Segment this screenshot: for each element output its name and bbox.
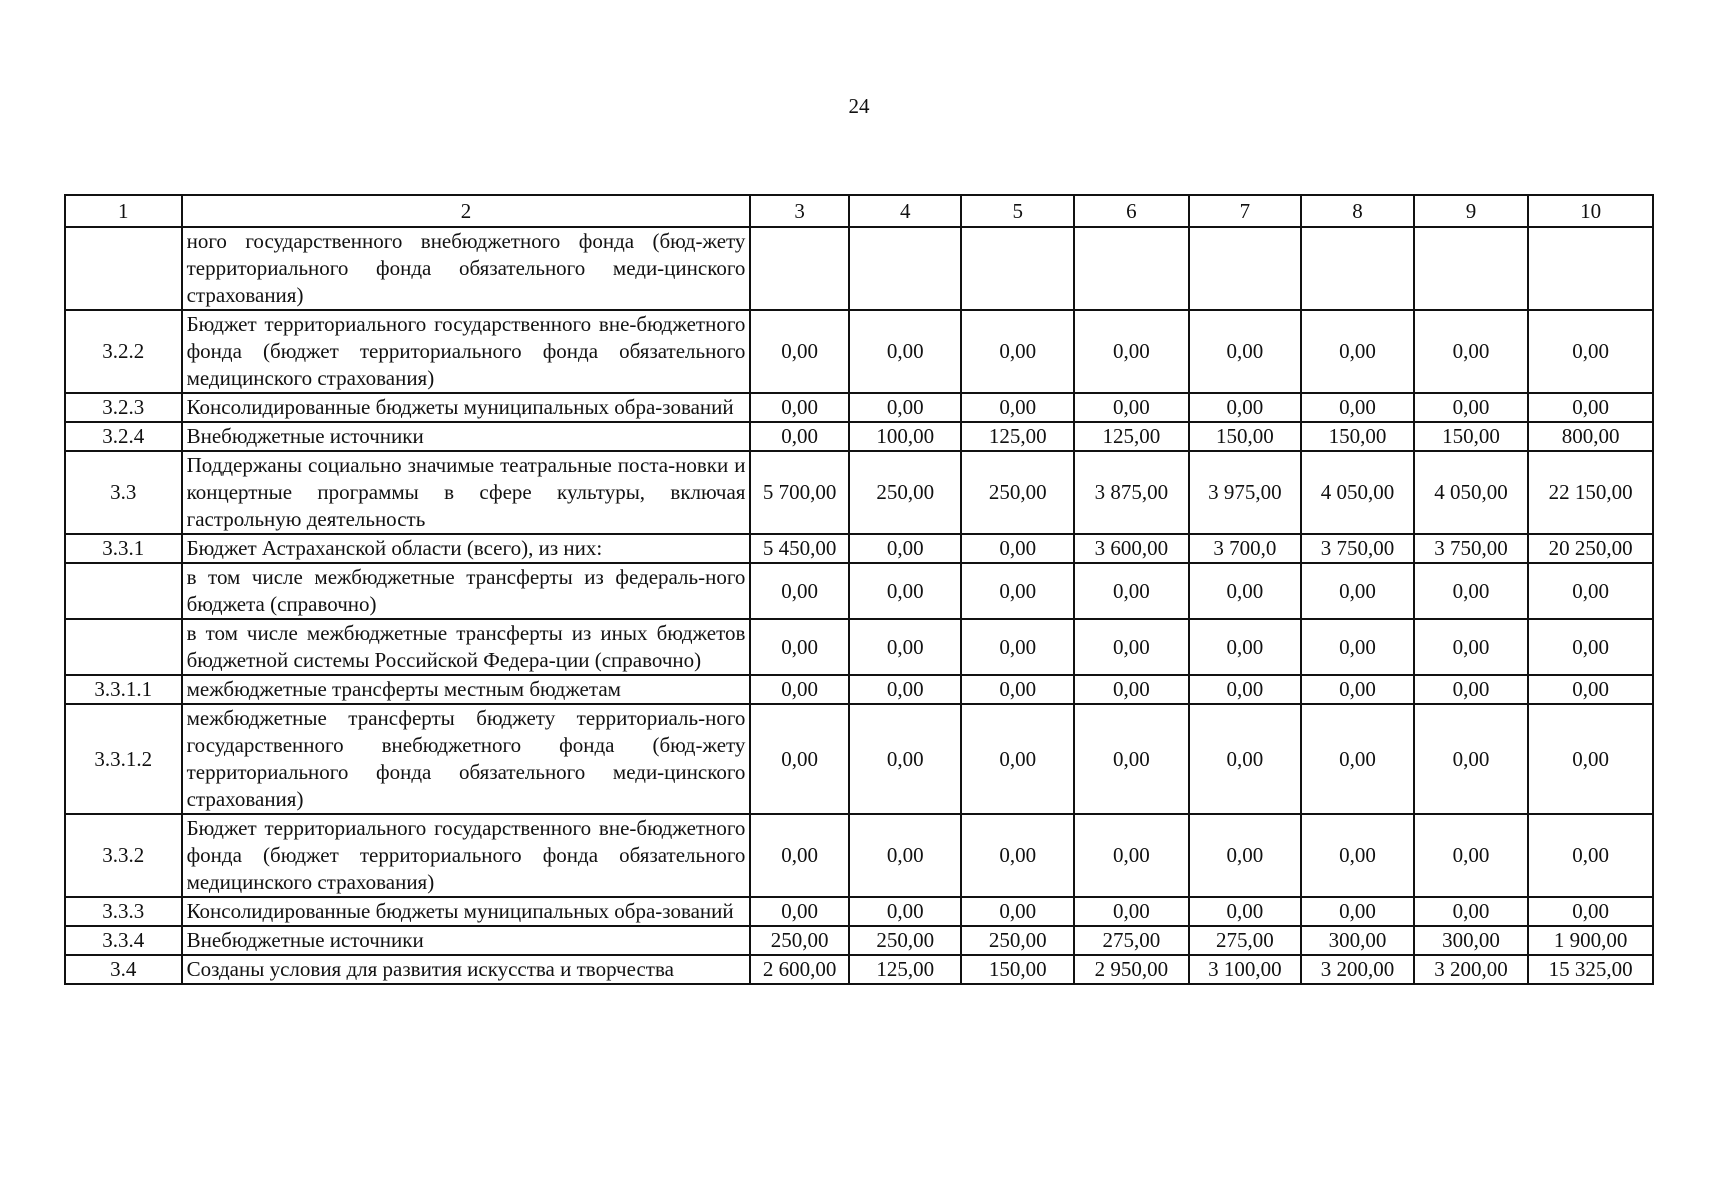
- row-value-cell: 0,00: [750, 675, 848, 704]
- row-code-cell: 3.3.1.1: [65, 675, 182, 704]
- row-value-cell: 3 200,00: [1301, 955, 1414, 984]
- row-value-cell: 0,00: [750, 422, 848, 451]
- row-value-cell: 0,00: [1414, 675, 1529, 704]
- row-value-cell: 0,00: [1189, 897, 1302, 926]
- row-description-cell: Бюджет территориального государственного вне-бюджетного фонда (бюджет территориального фонда обязательного медицинского страхования): [182, 310, 751, 393]
- row-description-cell: межбюджетные трансферты местным бюджетам: [182, 675, 751, 704]
- column-header: 5: [961, 195, 1074, 227]
- row-value-cell: 250,00: [849, 926, 962, 955]
- row-value-cell: 0,00: [1301, 619, 1414, 675]
- row-value-cell: [1528, 227, 1653, 310]
- row-value-cell: 5 450,00: [750, 534, 848, 563]
- column-header: 3: [750, 195, 848, 227]
- row-value-cell: [1414, 227, 1529, 310]
- row-value-cell: 0,00: [1189, 619, 1302, 675]
- row-value-cell: 0,00: [849, 534, 962, 563]
- row-value-cell: 250,00: [961, 451, 1074, 534]
- table-row: [65, 704, 1653, 814]
- row-description-cell: Бюджет территориального государственного вне-бюджетного фонда (бюджет территориального фонда обязательного медицинского страхования): [182, 814, 751, 897]
- row-value-cell: 275,00: [1074, 926, 1189, 955]
- row-value-cell: 150,00: [1301, 422, 1414, 451]
- row-value-cell: [1301, 227, 1414, 310]
- row-value-cell: 0,00: [750, 814, 848, 897]
- row-value-cell: 150,00: [1414, 422, 1529, 451]
- row-value-cell: 125,00: [849, 955, 962, 984]
- row-code-cell: 3.3.3: [65, 897, 182, 926]
- row-code-cell: 3.2.4: [65, 422, 182, 451]
- row-value-cell: 125,00: [1074, 422, 1189, 451]
- row-value-cell: 0,00: [1414, 619, 1529, 675]
- row-value-cell: 3 600,00: [1074, 534, 1189, 563]
- row-value-cell: 3 750,00: [1414, 534, 1529, 563]
- row-value-cell: 4 050,00: [1414, 451, 1529, 534]
- row-description-cell: ного государственного внебюджетного фонда (бюд-жету территориального фонда обязательного меди-цинского страхования): [182, 227, 751, 310]
- row-value-cell: 0,00: [1074, 393, 1189, 422]
- table-row: [65, 227, 1653, 310]
- table-row: [65, 897, 1653, 926]
- row-value-cell: 3 200,00: [1414, 955, 1529, 984]
- row-value-cell: 0,00: [1528, 619, 1653, 675]
- row-description-cell: Консолидированные бюджеты муниципальных обра-зований: [182, 393, 751, 422]
- row-value-cell: 0,00: [1528, 563, 1653, 619]
- row-code-cell: 3.3: [65, 451, 182, 534]
- row-value-cell: 0,00: [1074, 619, 1189, 675]
- row-code-cell: [65, 563, 182, 619]
- row-value-cell: 0,00: [750, 897, 848, 926]
- row-value-cell: 0,00: [849, 897, 962, 926]
- row-value-cell: [961, 227, 1074, 310]
- row-value-cell: 0,00: [1301, 393, 1414, 422]
- row-value-cell: 0,00: [1528, 814, 1653, 897]
- budget-table: [64, 194, 1654, 985]
- table-row: [65, 955, 1653, 984]
- row-value-cell: 0,00: [849, 563, 962, 619]
- row-value-cell: 2 600,00: [750, 955, 848, 984]
- row-code-cell: 3.3.4: [65, 926, 182, 955]
- row-value-cell: 0,00: [1301, 897, 1414, 926]
- table-row: [65, 926, 1653, 955]
- row-value-cell: 250,00: [961, 926, 1074, 955]
- row-value-cell: [849, 227, 962, 310]
- table-row: [65, 310, 1653, 393]
- row-description-cell: Внебюджетные источники: [182, 422, 751, 451]
- row-value-cell: 22 150,00: [1528, 451, 1653, 534]
- row-value-cell: 0,00: [750, 704, 848, 814]
- row-value-cell: 0,00: [1301, 704, 1414, 814]
- column-header: 8: [1301, 195, 1414, 227]
- row-value-cell: 0,00: [1074, 675, 1189, 704]
- row-value-cell: 275,00: [1189, 926, 1302, 955]
- row-value-cell: 0,00: [961, 563, 1074, 619]
- row-value-cell: 0,00: [849, 619, 962, 675]
- row-value-cell: 0,00: [1414, 897, 1529, 926]
- row-value-cell: 150,00: [1189, 422, 1302, 451]
- row-value-cell: 0,00: [750, 310, 848, 393]
- row-description-cell: Консолидированные бюджеты муниципальных обра-зований: [182, 897, 751, 926]
- row-code-cell: [65, 619, 182, 675]
- row-value-cell: 0,00: [961, 393, 1074, 422]
- row-description-cell: в том числе межбюджетные трансферты из федераль-ного бюджета (справочно): [182, 563, 751, 619]
- row-value-cell: 0,00: [1528, 393, 1653, 422]
- row-code-cell: 3.4: [65, 955, 182, 984]
- row-value-cell: 0,00: [1414, 310, 1529, 393]
- column-header: 2: [182, 195, 751, 227]
- row-code-cell: 3.2.3: [65, 393, 182, 422]
- row-value-cell: 0,00: [1414, 563, 1529, 619]
- row-value-cell: 2 950,00: [1074, 955, 1189, 984]
- row-value-cell: 3 975,00: [1189, 451, 1302, 534]
- column-header: 9: [1414, 195, 1529, 227]
- row-value-cell: 5 700,00: [750, 451, 848, 534]
- row-value-cell: 0,00: [961, 310, 1074, 393]
- row-value-cell: 0,00: [961, 534, 1074, 563]
- row-value-cell: [1189, 227, 1302, 310]
- row-value-cell: 0,00: [1189, 675, 1302, 704]
- row-value-cell: 0,00: [1189, 814, 1302, 897]
- row-value-cell: 0,00: [1074, 897, 1189, 926]
- row-value-cell: 0,00: [961, 675, 1074, 704]
- table-row: [65, 393, 1653, 422]
- row-value-cell: 0,00: [1189, 704, 1302, 814]
- row-value-cell: 15 325,00: [1528, 955, 1653, 984]
- column-header: 10: [1528, 195, 1653, 227]
- row-value-cell: 3 100,00: [1189, 955, 1302, 984]
- row-value-cell: 0,00: [1074, 563, 1189, 619]
- row-value-cell: 0,00: [1414, 393, 1529, 422]
- column-header: 1: [65, 195, 182, 227]
- row-description-cell: межбюджетные трансферты бюджету территориаль-ного государственного внебюджетного фонда (бюд-жету территориального фонда обязательного меди-цинского страхования): [182, 704, 751, 814]
- row-description-cell: Бюджет Астраханской области (всего), из них:: [182, 534, 751, 563]
- row-description-cell: Поддержаны социально значимые театральные поста-новки и концертные программы в сфере культуры, включая гастрольную деятельность: [182, 451, 751, 534]
- row-value-cell: [1074, 227, 1189, 310]
- row-value-cell: 0,00: [1189, 393, 1302, 422]
- row-value-cell: 0,00: [1074, 704, 1189, 814]
- row-value-cell: 0,00: [750, 563, 848, 619]
- row-value-cell: 0,00: [1189, 310, 1302, 393]
- row-value-cell: 0,00: [849, 814, 962, 897]
- row-code-cell: 3.3.1.2: [65, 704, 182, 814]
- column-header: 4: [849, 195, 962, 227]
- row-description-cell: Созданы условия для развития искусства и творчества: [182, 955, 751, 984]
- row-value-cell: 100,00: [849, 422, 962, 451]
- row-value-cell: 0,00: [961, 704, 1074, 814]
- row-value-cell: 0,00: [961, 897, 1074, 926]
- table-row: [65, 619, 1653, 675]
- row-value-cell: 1 900,00: [1528, 926, 1653, 955]
- table-row: [65, 534, 1653, 563]
- row-value-cell: 0,00: [961, 619, 1074, 675]
- row-value-cell: 250,00: [750, 926, 848, 955]
- row-value-cell: 0,00: [849, 704, 962, 814]
- row-value-cell: 0,00: [849, 310, 962, 393]
- row-value-cell: 125,00: [961, 422, 1074, 451]
- row-code-cell: 3.3.1: [65, 534, 182, 563]
- row-value-cell: 0,00: [1301, 814, 1414, 897]
- row-value-cell: 0,00: [750, 619, 848, 675]
- row-value-cell: 3 750,00: [1301, 534, 1414, 563]
- row-value-cell: 800,00: [1528, 422, 1653, 451]
- row-value-cell: 0,00: [1528, 897, 1653, 926]
- row-value-cell: 0,00: [1301, 675, 1414, 704]
- row-value-cell: 0,00: [1189, 563, 1302, 619]
- row-value-cell: 150,00: [961, 955, 1074, 984]
- row-value-cell: 0,00: [961, 814, 1074, 897]
- row-code-cell: [65, 227, 182, 310]
- row-value-cell: 250,00: [849, 451, 962, 534]
- row-value-cell: 0,00: [1528, 310, 1653, 393]
- page-number: 24: [848, 94, 870, 118]
- table-body: [65, 227, 1653, 984]
- table-row: [65, 563, 1653, 619]
- row-code-cell: 3.3.2: [65, 814, 182, 897]
- row-value-cell: 3 700,0: [1189, 534, 1302, 563]
- row-value-cell: [750, 227, 848, 310]
- row-value-cell: 0,00: [1528, 704, 1653, 814]
- column-header: 7: [1189, 195, 1302, 227]
- row-value-cell: 0,00: [1074, 814, 1189, 897]
- row-description-cell: Внебюджетные источники: [182, 926, 751, 955]
- table-row: [65, 451, 1653, 534]
- row-value-cell: 0,00: [750, 393, 848, 422]
- table-row: [65, 814, 1653, 897]
- row-value-cell: 0,00: [1301, 563, 1414, 619]
- row-description-cell: в том числе межбюджетные трансферты из иных бюджетов бюджетной системы Российской Федера-ции (справочно): [182, 619, 751, 675]
- row-code-cell: 3.2.2: [65, 310, 182, 393]
- row-value-cell: 300,00: [1301, 926, 1414, 955]
- row-value-cell: 0,00: [1528, 675, 1653, 704]
- column-number-row: [65, 195, 1653, 227]
- row-value-cell: 0,00: [1414, 814, 1529, 897]
- row-value-cell: 20 250,00: [1528, 534, 1653, 563]
- table-row: [65, 422, 1653, 451]
- row-value-cell: 0,00: [1414, 704, 1529, 814]
- row-value-cell: 3 875,00: [1074, 451, 1189, 534]
- table-row: [65, 675, 1653, 704]
- row-value-cell: 0,00: [1301, 310, 1414, 393]
- row-value-cell: 300,00: [1414, 926, 1529, 955]
- row-value-cell: 0,00: [1074, 310, 1189, 393]
- row-value-cell: 0,00: [849, 393, 962, 422]
- row-value-cell: 0,00: [849, 675, 962, 704]
- row-value-cell: 4 050,00: [1301, 451, 1414, 534]
- column-header: 6: [1074, 195, 1189, 227]
